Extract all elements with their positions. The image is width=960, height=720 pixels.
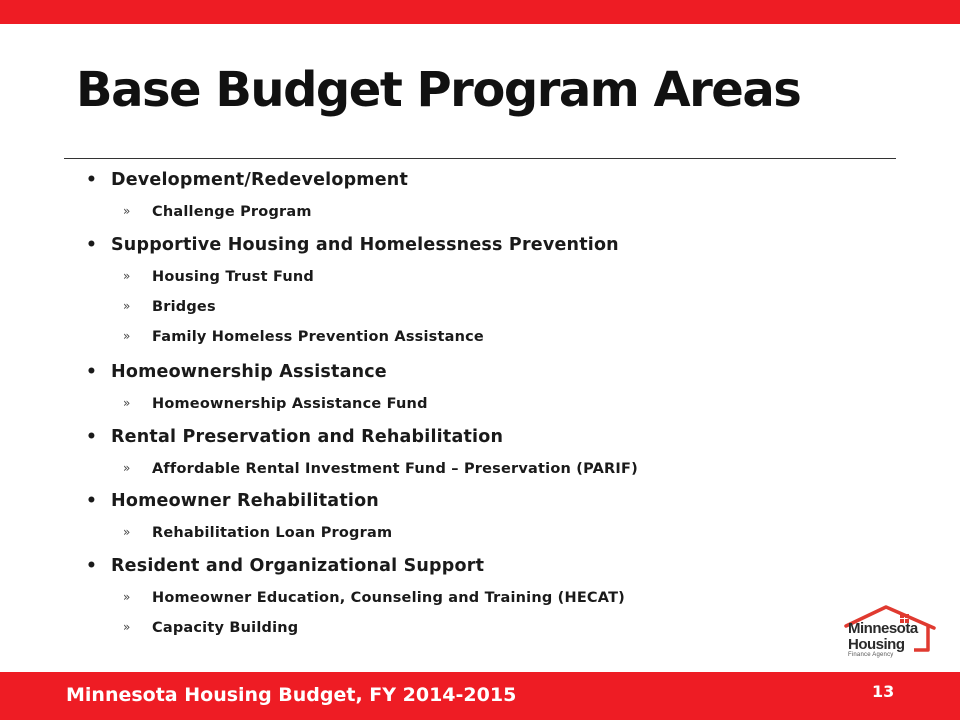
- sub-bullet-item: [123, 590, 625, 606]
- logo-word-finance-agency: Finance Agency: [848, 652, 894, 658]
- bullet-text: Homeowner Rehabilitation: [111, 491, 379, 511]
- sub-bullet-marker: »: [123, 620, 131, 634]
- sub-bullet-text: Rehabilitation Loan Program: [152, 525, 393, 541]
- sub-bullet-text: Housing Trust Fund: [152, 269, 314, 285]
- sub-bullet-text: Family Homeless Prevention Assistance: [152, 329, 484, 345]
- bullet-text: Rental Preservation and Rehabilitation: [111, 427, 504, 447]
- sub-bullet-text: Capacity Building: [152, 620, 299, 636]
- sub-bullet-item: [123, 269, 314, 285]
- bullet-item: [86, 491, 379, 511]
- sub-bullet-text: Homeowner Education, Counseling and Training (HECAT): [152, 590, 625, 606]
- bullet-text: Resident and Organizational Support: [111, 556, 485, 576]
- bullet-item: [86, 556, 484, 576]
- bullet-marker: •: [86, 235, 98, 255]
- bullet-item: [86, 362, 387, 382]
- sub-bullet-marker: »: [123, 461, 131, 475]
- sub-bullet-item: [123, 299, 216, 315]
- sub-bullet-marker: »: [123, 269, 131, 283]
- sub-bullet-marker: »: [123, 590, 131, 604]
- sub-bullet-item: [123, 620, 298, 636]
- sub-bullet-marker: »: [123, 329, 131, 343]
- bullet-marker: •: [86, 170, 98, 190]
- sub-bullet-marker: »: [123, 204, 131, 218]
- sub-bullet-text: Bridges: [152, 299, 216, 315]
- bullet-marker: •: [86, 556, 98, 576]
- bullet-item: [86, 427, 503, 447]
- bullet-marker: •: [86, 362, 98, 382]
- sub-bullet-marker: »: [123, 525, 131, 539]
- sub-bullet-item: [123, 461, 638, 477]
- logo-word-housing: Housing: [848, 636, 905, 653]
- sub-bullet-marker: »: [123, 396, 131, 410]
- sub-bullet-item: [123, 396, 428, 412]
- sub-bullet-text: Affordable Rental Investment Fund – Preservation (PARIF): [152, 461, 638, 477]
- top-accent-bar: [0, 0, 960, 24]
- logo-word-minnesota: Minnesota: [848, 620, 918, 637]
- bullet-text: Supportive Housing and Homelessness Prevention: [111, 235, 619, 255]
- bullet-item: [86, 235, 619, 255]
- sub-bullet-item: [123, 525, 392, 541]
- bullet-marker: •: [86, 427, 98, 447]
- slide-title: Base Budget Program Areas: [76, 62, 801, 118]
- sub-bullet-text: Homeownership Assistance Fund: [152, 396, 428, 412]
- title-divider: [64, 158, 896, 159]
- bullet-marker: •: [86, 491, 98, 511]
- page-number: 13: [872, 682, 895, 701]
- sub-bullet-text: Challenge Program: [152, 204, 312, 220]
- sub-bullet-marker: »: [123, 299, 131, 313]
- footer-bar: [0, 672, 960, 720]
- footer-title: Minnesota Housing Budget, FY 2014-2015: [66, 684, 517, 706]
- bullet-item: [86, 170, 408, 190]
- bullet-text: Homeownership Assistance: [111, 362, 387, 382]
- minnesota-housing-logo: [838, 604, 940, 660]
- bullet-text: Development/Redevelopment: [111, 170, 409, 190]
- sub-bullet-item: [123, 329, 484, 345]
- sub-bullet-item: [123, 204, 312, 220]
